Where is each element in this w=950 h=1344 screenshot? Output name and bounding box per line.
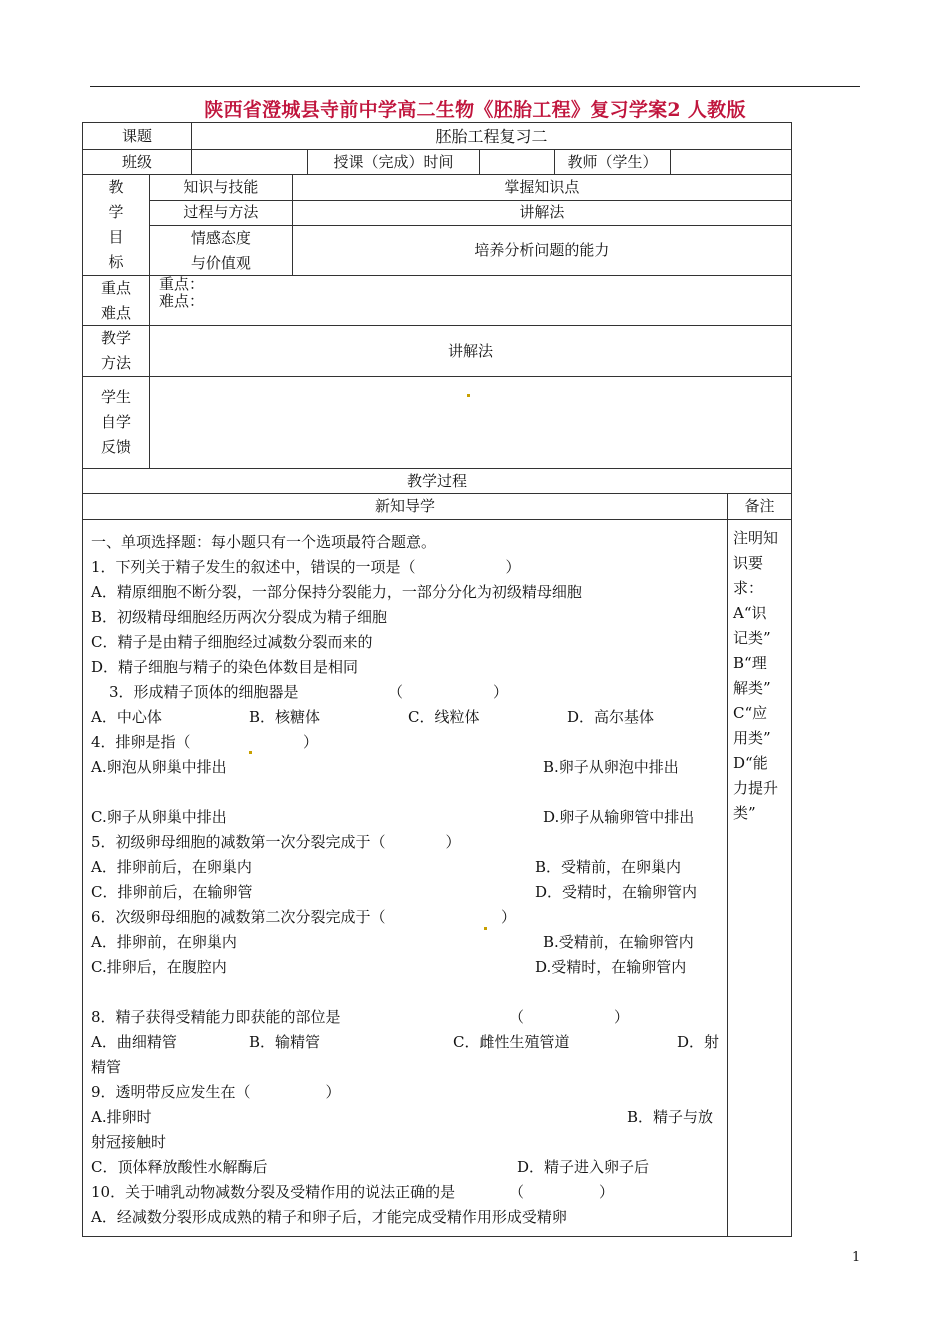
- note-line: 解类”: [733, 679, 771, 697]
- document-title: 陕西省澄城县寺前中学高二生物《胚胎工程》复习学案2 人教版: [204, 99, 746, 121]
- q9-option-b: B．精子与放: [627, 1108, 714, 1126]
- lesson-plan-table: [82, 122, 792, 1237]
- question-9: 9．透明带反应发生在（ ）: [91, 1083, 341, 1101]
- feedback-label-line: 自学: [100, 413, 131, 431]
- q6-option-a: A．排卵前，在卵巢内: [91, 933, 237, 951]
- goal-process-label: 过程与方法: [183, 203, 259, 221]
- q6-option-b: B.受精前，在输卵管内: [543, 933, 694, 951]
- q4-option-b: B.卵子从卵泡中排出: [543, 758, 679, 776]
- teacher-label: 教师（学生）: [554, 150, 670, 174]
- speck-mark: [467, 394, 470, 397]
- key-points-label-line: 难点: [100, 303, 131, 322]
- goals-label: [83, 175, 149, 275]
- process-label: 教学过程: [406, 471, 467, 490]
- q8-option-d-wrap: 精管: [91, 1058, 122, 1076]
- q1-option-c: C．精子是由精子细胞经过减数分裂而来的: [91, 633, 373, 651]
- q9-option-a: A.排卵时: [91, 1108, 152, 1126]
- question-1: 1．下列关于精子发生的叙述中，错误的一项是（ ）: [91, 558, 521, 576]
- q10-option-a: A．经减数分裂形成成熟的精子和卵子后，才能完成受精作用形成受精卵: [91, 1208, 567, 1226]
- note-line: D“能: [733, 754, 768, 772]
- question-6-text: 6．次级卵母细胞的减数第二次分裂完成于（: [91, 908, 386, 926]
- goals-label-char: 教: [108, 178, 124, 196]
- q8-option-a: A．曲细精管: [91, 1033, 177, 1051]
- q3-option-c: C．线粒体: [408, 708, 480, 726]
- note-line: 记类”: [733, 629, 771, 647]
- class-label: 班级: [121, 152, 152, 171]
- goal-process-value: 讲解法: [292, 201, 791, 225]
- speck-mark: [249, 751, 252, 754]
- method-label-line: 教学: [100, 329, 131, 347]
- goal-knowledge-value: 掌握知识点: [292, 175, 791, 200]
- question-3-text: 3．形成精子顶体的细胞器是: [109, 683, 299, 701]
- guide-label: 新知导学: [374, 497, 435, 515]
- note-line: 类”: [733, 804, 756, 822]
- note-line: 识要: [733, 554, 764, 572]
- note-line: B“理: [733, 654, 767, 672]
- key-points-label: [83, 276, 149, 325]
- q3-option-d: D．高尔基体: [567, 708, 655, 726]
- page-number: 1: [852, 1250, 861, 1265]
- top-rule: [90, 86, 860, 87]
- q5-option-c: C．排卵前后，在输卵管: [91, 883, 253, 901]
- question-6-paren: ）: [501, 908, 517, 926]
- topic-label: 课题: [121, 126, 152, 145]
- goal-process: [150, 200, 791, 225]
- method-value: 讲解法: [149, 326, 791, 376]
- goals-label-char: 标: [108, 253, 124, 271]
- q9-option-b-wrap: 射冠接触时: [91, 1133, 167, 1151]
- key-points-body[interactable]: [149, 276, 791, 325]
- note-line: 用类”: [733, 729, 771, 747]
- question-4-text: 4．排卵是指（: [91, 733, 191, 751]
- note-line: 力提升: [733, 779, 779, 797]
- feedback-label-line: 学生: [100, 388, 131, 406]
- q8-option-d: D．射: [677, 1033, 720, 1051]
- q8-option-c: C．雌性生殖管道: [453, 1033, 570, 1051]
- q4-option-c: C.卵子从卵巢中排出: [91, 808, 227, 826]
- guide-header-row: [83, 493, 791, 519]
- goal-attitude-value: 培养分析问题的能力: [292, 226, 791, 276]
- note-line: C“应: [733, 704, 768, 722]
- goal-attitude-label-line: 与价值观: [190, 253, 251, 272]
- notes-column: [727, 520, 791, 1236]
- method-label: [83, 326, 149, 376]
- note-label: 备注: [727, 494, 791, 519]
- goals-label-char: 学: [108, 203, 124, 221]
- feedback-label: [83, 377, 149, 468]
- key-points-label-line: 重点: [100, 278, 131, 297]
- goals-row: [83, 174, 791, 275]
- note-line: 求：: [733, 579, 764, 597]
- goal-knowledge: [150, 175, 791, 200]
- key-points-row: [83, 275, 791, 325]
- q9-option-d: D．精子进入卵子后: [517, 1158, 650, 1176]
- method-label-line: 方法: [100, 354, 131, 372]
- q5-option-d: D．受精时，在输卵管内: [535, 883, 698, 901]
- q1-option-b: B．初级精母细胞经历两次分裂成为精子细胞: [91, 608, 388, 626]
- topic-value: 胚胎工程复习二: [191, 123, 791, 149]
- q3-option-b: B．核糖体: [249, 708, 321, 726]
- method-row: [83, 325, 791, 376]
- process-row: [83, 468, 791, 493]
- time-label: 授课（完成）时间: [307, 150, 479, 174]
- q1-option-d: D．精子细胞与精子的染色体数目是相同: [91, 658, 359, 676]
- q5-option-a: A．排卵前后，在卵巢内: [91, 858, 252, 876]
- q4-option-d: D.卵子从输卵管中排出: [543, 808, 695, 826]
- section-heading: 一、单项选择题：每小题只有一个选项最符合题意。: [91, 533, 437, 551]
- goal-knowledge-label: 知识与技能: [183, 177, 259, 196]
- speck-mark: [484, 927, 487, 930]
- class-value[interactable]: [191, 150, 307, 174]
- key-point-line: 重点：: [159, 275, 205, 293]
- question-4-paren: ）: [303, 733, 319, 751]
- q6-option-c: C.排卵后，在腹腔内: [91, 958, 227, 976]
- goal-attitude-label-line: 情感态度: [190, 228, 251, 247]
- q5-option-b: B．受精前，在卵巢内: [535, 858, 682, 876]
- note-line: 注明知: [733, 529, 779, 547]
- goal-attitude: [150, 225, 791, 276]
- question-10-paren: （ ）: [509, 1183, 615, 1201]
- questions-area: [83, 520, 727, 1236]
- topic-row: [83, 123, 791, 149]
- question-8-paren: （ ）: [509, 1008, 630, 1026]
- content-row: [83, 519, 791, 1236]
- class-row: [83, 149, 791, 174]
- time-value[interactable]: [479, 150, 554, 174]
- q3-option-a: A．中心体: [91, 708, 162, 726]
- goals-label-char: 目: [108, 228, 124, 246]
- q1-option-a: A．精原细胞不断分裂，一部分保持分裂能力，一部分分化为初级精母细胞: [91, 583, 582, 601]
- q4-option-a: A.卵泡从卵巢中排出: [91, 758, 227, 776]
- teacher-value[interactable]: [670, 150, 791, 174]
- difficult-point-line: 难点：: [159, 292, 205, 310]
- goal-attitude-label: [150, 226, 292, 276]
- q9-option-c: C．顶体释放酸性水解酶后: [91, 1158, 268, 1176]
- feedback-label-line: 反馈: [100, 438, 131, 456]
- question-10-text: 10．关于哺乳动物减数分裂及受精作用的说法正确的是: [91, 1183, 456, 1201]
- q8-option-b: B．输精管: [249, 1033, 321, 1051]
- feedback-body[interactable]: [149, 377, 791, 468]
- note-line: A“识: [733, 604, 767, 622]
- question-8-text: 8．精子获得受精能力即获能的部位是: [91, 1008, 341, 1026]
- question-5: 5．初级卵母细胞的减数第一次分裂完成于（ ）: [91, 833, 461, 851]
- goals-body: [149, 175, 791, 275]
- feedback-row: [83, 376, 791, 468]
- q6-option-d: D.受精时，在输卵管内: [535, 958, 687, 976]
- question-3-paren: （ ）: [388, 683, 509, 701]
